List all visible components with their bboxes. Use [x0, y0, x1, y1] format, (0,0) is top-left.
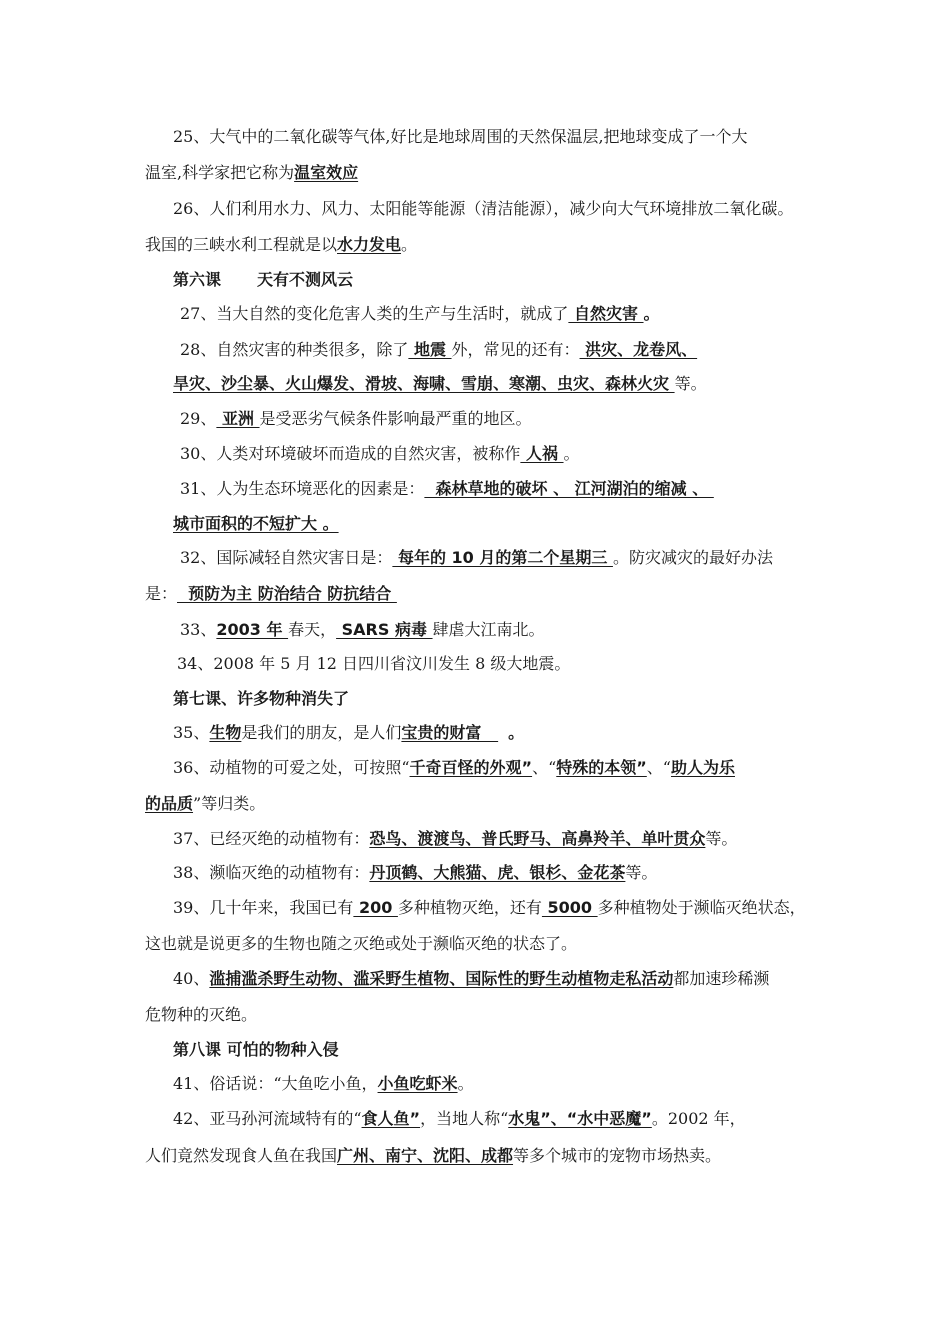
answer: 旱灾、沙尘暴、火山爆发、滑坡、海啸、雪崩、寒潮、虫灾、森林火灾	[173, 374, 675, 393]
text: 人们竟然发现食人鱼在我国	[145, 1146, 338, 1165]
text: 34、2008 年 5 月 12 日四川省汶川发生 8 级大地震。	[177, 654, 571, 673]
text: 28、自然灾害的种类很多，除了	[180, 340, 409, 359]
text: 等。	[674, 374, 707, 393]
answer: 每年的 10 月的第二个星期三	[392, 548, 613, 567]
text: ，当地人称“	[420, 1109, 509, 1128]
answer: 特殊的本领”	[556, 758, 647, 777]
answer: SARS 病毒	[336, 620, 433, 639]
answer: 生物	[209, 723, 242, 742]
text: 27、当大自然的变化危害人类的生产与生活时，就成了	[180, 304, 569, 323]
text: 多种植物灭绝，还有	[397, 898, 542, 917]
text: 42、亚马孙河流域特有的“	[173, 1109, 362, 1128]
text: 41、俗话说：“大鱼吃小鱼，	[173, 1074, 378, 1093]
item-30	[180, 443, 580, 465]
item-42-line-1	[173, 1108, 746, 1130]
answer: 2003 年	[216, 620, 289, 639]
text: 39、几十年来，我国已有	[173, 898, 354, 917]
text: 36、动植物的可爱之处，可按照“	[173, 758, 410, 777]
answer: 千奇百怪的外观”	[409, 758, 533, 777]
text: 等。	[705, 829, 738, 848]
text: 。防灾减灾的最好办法	[612, 548, 773, 567]
item-38	[173, 862, 657, 884]
text: 。2002 年，	[651, 1109, 746, 1128]
item-39-line-2	[145, 933, 577, 955]
text: 、“	[646, 758, 671, 777]
item-29	[180, 408, 532, 430]
answer: 恐鸟、渡渡鸟、普氏野马、高鼻羚羊、单叶贯众	[369, 829, 706, 848]
answer: 水鬼”、“水中恶魔”	[508, 1109, 652, 1128]
answer: 丹顶鹤、大熊猫、虎、银杉、金花茶	[369, 863, 626, 882]
item-31-line-1	[180, 478, 714, 500]
answer: 小鱼吃虾米	[377, 1074, 458, 1093]
answer: 温室效应	[294, 163, 359, 182]
text: 都加速珍稀濒	[673, 969, 770, 988]
lesson-6-heading	[173, 269, 353, 291]
answer: 森林草地的破坏 、 江河湖泊的缩减 、	[424, 479, 714, 498]
answer: 滥捕滥杀野生动物、滥采野生植物、国际性的野生动植物走私活动	[209, 969, 674, 988]
answer: 地震	[408, 340, 452, 359]
text: 29、	[180, 409, 217, 428]
item-25-line-2	[145, 162, 358, 184]
answer: 的品质	[145, 794, 194, 813]
item-28-line-1	[180, 339, 697, 361]
item-27	[180, 303, 660, 325]
text: 。	[563, 444, 580, 463]
answer: 200	[353, 898, 398, 917]
item-26-line-1	[173, 198, 793, 220]
item-31-line-2	[173, 513, 339, 535]
text: 。	[643, 304, 660, 323]
item-32-line-2	[145, 583, 397, 605]
text: 危物种的灭绝。	[145, 1005, 258, 1024]
lesson-title: 第七课、许多物种消失了	[173, 689, 350, 708]
answer: 食人鱼”	[361, 1109, 421, 1128]
lesson-8-heading	[173, 1039, 339, 1061]
item-36-line-2	[145, 793, 265, 815]
text: 这也就是说更多的生物也随之灭绝或处于濒临灭绝的状态了。	[145, 934, 578, 953]
text: ”等归类。	[193, 794, 266, 813]
text: 。	[401, 235, 418, 254]
answer: 预防为主 防治结合 防抗结合	[177, 584, 397, 603]
item-37	[173, 828, 737, 850]
answer: 城市面积的不短扩大 。	[173, 514, 339, 533]
text: 35、	[173, 723, 210, 742]
item-34	[177, 653, 570, 675]
text: 我国的三峡水利工程就是以	[145, 235, 338, 254]
text: 37、已经灭绝的动植物有：	[173, 829, 370, 848]
answer: 广州、南宁、沈阳、成都	[337, 1146, 514, 1165]
text: 外，常见的还有：	[451, 340, 580, 359]
item-25-line-1	[173, 126, 748, 148]
answer: 助人为乐	[670, 758, 735, 777]
item-32-line-1	[180, 547, 773, 569]
answer: 水力发电	[337, 235, 402, 254]
text: 、“	[532, 758, 557, 777]
text: 30、人类对环境破坏而造成的自然灾害，被称作	[180, 444, 521, 463]
text: 肆虐大江南北。	[432, 620, 545, 639]
text: 38、濒临灭绝的动植物有：	[173, 863, 370, 882]
item-26-line-2	[145, 234, 417, 256]
answer: 人祸	[520, 444, 564, 463]
item-40-line-1	[173, 968, 769, 990]
item-40-line-2	[145, 1004, 257, 1026]
text: 等多个城市的宠物市场热卖。	[513, 1146, 722, 1165]
answer: 洪灾、龙卷风、	[579, 340, 698, 359]
text: 春天，	[288, 620, 337, 639]
text: 25、大气中的二氧化碳等气体,好比是地球周围的天然保温层,把地球变成了一个大	[173, 127, 748, 146]
lesson-title: 第六课	[173, 270, 222, 289]
item-28-line-2	[173, 373, 707, 395]
text: 等。	[625, 863, 658, 882]
text: 31、人为生态环境恶化的因素是：	[180, 479, 425, 498]
text: 40、	[173, 969, 210, 988]
answer: 5000	[541, 898, 598, 917]
item-42-line-2	[145, 1145, 721, 1167]
lesson-7-heading	[173, 688, 349, 710]
text: 是我们的朋友，是人们	[241, 723, 402, 742]
text: 多种植物处于濒临灭绝状态，	[597, 898, 806, 917]
text: 32、国际减轻自然灾害日是：	[180, 548, 393, 567]
text: 是受恶劣气候条件影响最严重的地区。	[259, 409, 532, 428]
answer: 自然灾害	[568, 304, 644, 323]
text: 。	[457, 1074, 474, 1093]
answer: 亚洲	[216, 409, 260, 428]
item-41	[173, 1073, 474, 1095]
item-35	[173, 722, 524, 744]
lesson-subtitle: 天有不测风云	[257, 270, 354, 289]
text: 是：	[145, 584, 178, 603]
answer: 宝贵的财富	[401, 723, 499, 742]
text: 。	[508, 723, 525, 742]
item-33	[180, 619, 545, 641]
lesson-title: 第八课 可怕的物种入侵	[173, 1040, 339, 1059]
text: 26、人们利用水力、风力、太阳能等能源（清洁能源），减少向大气环境排放二氧化碳。	[173, 199, 794, 218]
item-39-line-1	[173, 897, 806, 919]
text: 33、	[180, 620, 217, 639]
text: 温室,科学家把它称为	[145, 163, 295, 182]
item-36-line-1	[173, 757, 735, 779]
